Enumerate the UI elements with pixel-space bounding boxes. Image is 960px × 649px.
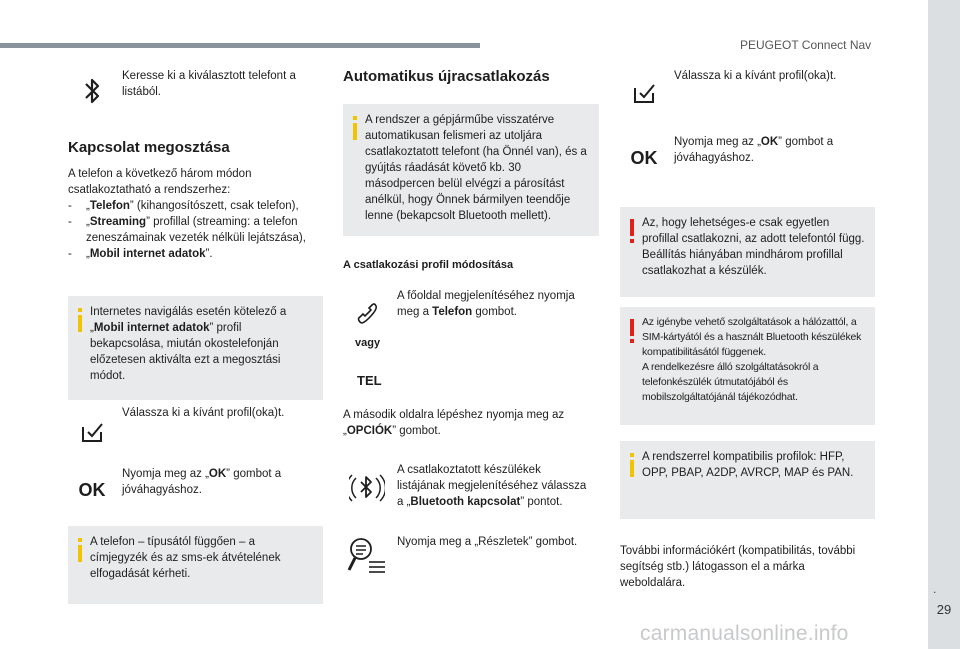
details-step <box>343 534 599 578</box>
sharing-intro-text: A telefon a következő három módon csatlakoztatható a rendszerhez: <box>68 168 252 196</box>
checkbox-tick-icon <box>620 68 668 104</box>
tel-button-icon: TEL <box>357 373 382 388</box>
ok-step <box>620 134 875 169</box>
info-box-internet <box>68 296 323 400</box>
watermark: carmanualsonline.info <box>640 622 849 645</box>
info-icon <box>78 308 82 337</box>
checkbox-tick-icon <box>68 405 116 443</box>
list-item: - „Telefon” (kihangosítószett, csak telefon), <box>68 200 299 212</box>
page-number: 29 <box>936 602 952 617</box>
second-page-text: A második oldalra lépéshez nyomja meg az „OPCIÓK” gombot. <box>343 409 565 437</box>
ok-text: Nyomja meg az „OK” gombot a jóváhagyáshoz. <box>122 468 282 496</box>
search-text: Keresse ki a kiválasztott telefont a listából. <box>122 70 296 98</box>
warning-box-services <box>620 307 875 425</box>
select-profile-text: Válassza ki a kívánt profil(oka)t. <box>122 407 285 419</box>
more-info-text: További információkért (kompatibilitás, további segítség stb.) látogasson el a márka weboldalára. <box>620 545 856 589</box>
details-magnifier-list-icon <box>343 534 391 578</box>
header-bar <box>0 43 480 48</box>
info-box-reconnect-text: A rendszer a gépjárműbe visszatérve automatikusan felismeri az utoljára csatlakoztatott telefont (ha Önnél van), és a gyújtás ráadását követő kb. 30 másodpercen belül elvégzi a párosítást anélkül, hogy Önnek bármilyen teendője lenne (bekapcsolt Bluetooth mellett). <box>365 114 587 222</box>
info-icon <box>630 453 634 482</box>
phone-text: A főoldal megjelenítéséhez nyomja meg a Telefon gombot. <box>397 290 575 318</box>
info-box-phonebook-text: A telefon – típusától függően – a címjegyzék és az sms-ek átvételének elfogadását kérheti. <box>90 536 281 580</box>
select-profile-step <box>620 68 875 104</box>
info-box-phonebook <box>68 526 323 604</box>
info-icon <box>353 116 357 145</box>
info-box-internet-text: Internetes navigálás esetén kötelező a „Mobil internet adatok” profil bekapcsolása, miután okostelefonján előzetesen aktiválta ezt a megosztási módot. <box>90 306 287 382</box>
ok-step <box>68 466 323 501</box>
page-dot: . <box>933 582 937 596</box>
section-title-sharing: Kapcsolat megosztása <box>68 139 230 156</box>
ok-icon: OK <box>78 480 106 500</box>
warning-icon <box>630 319 634 348</box>
ok-icon: OK <box>630 148 658 168</box>
select-profile-step <box>68 405 323 443</box>
page-side-strip <box>928 0 960 649</box>
warning-icon <box>630 219 634 248</box>
info-box-profiles <box>620 441 875 519</box>
warning-box-profile <box>620 207 875 297</box>
list-item: - „Mobil internet adatok”. <box>68 248 213 260</box>
section-title-reconnect: Automatikus újracsatlakozás <box>343 68 550 85</box>
info-box-reconnect <box>343 104 599 236</box>
details-text: Nyomja meg a „Részletek” gombot. <box>397 536 578 548</box>
info-icon <box>78 538 82 567</box>
list-item: - „Streaming” profillal (streaming: a telefon zeneszámainak vezeték nélküli lejátszása), <box>68 216 306 244</box>
subtitle-profile-change: A csatlakozási profil módosítása <box>343 259 514 271</box>
bluetooth-icon <box>68 68 116 106</box>
or-label: vagy <box>355 337 381 349</box>
bluetooth-connection-text: A csatlakoztatott készülékek listájának megjelenítéséhez válassza a „Bluetooth kapcsolat” pontot. <box>397 464 587 508</box>
bluetooth-signal-icon <box>343 462 391 510</box>
header-title: PEUGEOT Connect Nav <box>740 38 872 52</box>
ok-text: Nyomja meg az „OK” gombot a jóváhagyáshoz. <box>674 136 834 164</box>
bluetooth-connection-step <box>343 462 599 510</box>
info-box-profiles-text: A rendszerrel kompatibilis profilok: HFP, OPP, PBAP, A2DP, AVRCP, MAP és PAN. <box>642 451 854 479</box>
phone-handset-icon <box>343 288 391 324</box>
warning-box-services-text: Az igénybe vehető szolgáltatások a hálózattól, a SIM-kártyától és a használt Bluetooth készülékek kompatibilitásától függenek. A rendelkezésre álló szolgáltatásokról a telefonkészülék útmutatójából és mobilszolgáltatójánál tájékozódhat. <box>642 316 862 403</box>
search-step <box>68 68 323 106</box>
select-profile-text: Válassza ki a kívánt profil(oka)t. <box>674 70 837 82</box>
phone-step <box>343 288 599 324</box>
sharing-intro <box>68 166 323 262</box>
warning-box-profile-text: Az, hogy lehetséges-e csak egyetlen profillal csatlakozni, az adott telefontól függ. Beállítás hiányában mindhárom profillal csatlakozhat a készülék. <box>642 217 865 277</box>
